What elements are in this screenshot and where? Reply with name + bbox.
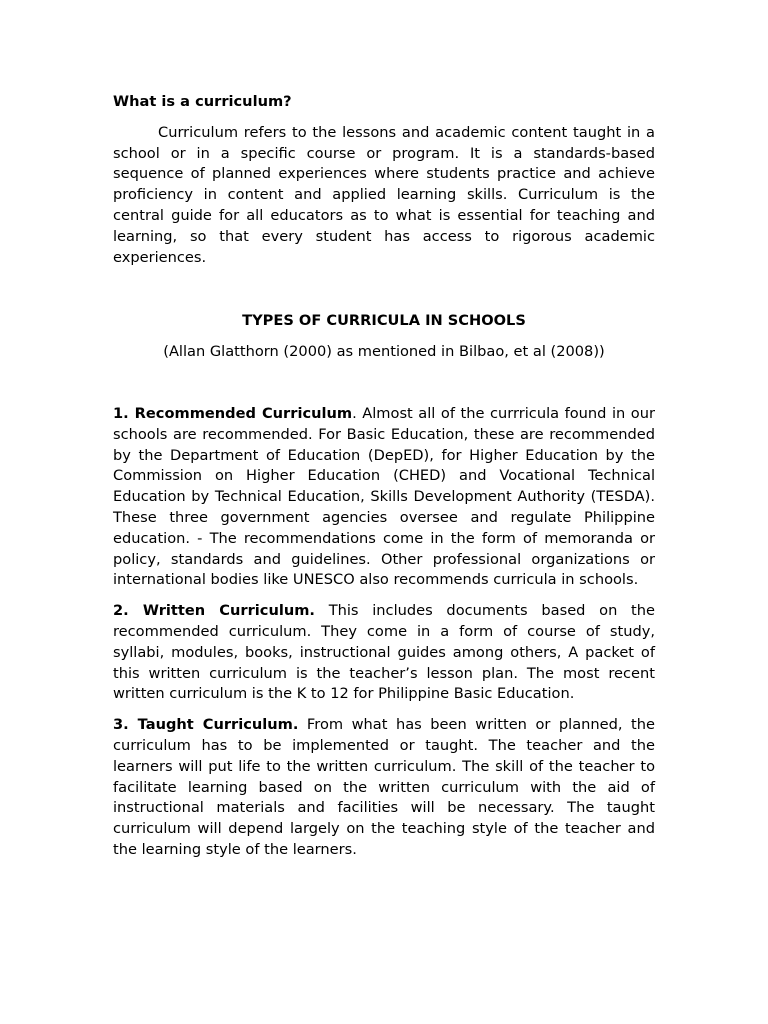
curriculum-item-recommended	[113, 404, 655, 591]
section-title: TYPES OF CURRICULA IN SCHOOLS	[242, 312, 526, 330]
item-body: . Almost all of the currricula found in our schools are recommended. For Basic Education, these are recommended by the Department of Education (DepED), for Higher Education by the Commission on Higher Education (CHED) and Vocational Technical Education by Technical Education, Skills Development Authority (TESDA). These three government agencies oversee and regulate Philippine education. - The recommendations come in the form of memoranda or policy, standards and guidelines. Other professional organizations or international bodies like UNESCO also recommends curricula in schools.	[113, 404, 655, 589]
item-body: From what has been written or planned, the curriculum has to be implemented or taught. The teacher and the learners will put life to the written curriculum. The skill of the teacher to facilitate learning based on the written curriculum with the aid of instructional materials and facilities will be necessary. The taught curriculum will depend largely on the teaching style of the teacher and the learning style of the learners.	[113, 716, 655, 858]
item-heading: 2. Written Curriculum.	[113, 602, 315, 620]
item-body: This includes documents based on the recommended curriculum. They come in a form of course of study, syllabi, modules, books, instructional guides among others, A packet of this written curriculum is the teacher’s lesson plan. The most recent written curriculum is the K to 12 for Philippine Basic Education.	[113, 602, 655, 703]
question-heading: What is a curriculum?	[113, 93, 292, 110]
document-page	[113, 92, 655, 871]
item-heading: 3. Taught Curriculum.	[113, 716, 299, 734]
curriculum-item-taught	[113, 715, 655, 861]
curriculum-item-written	[113, 601, 655, 705]
item-heading: 1. Recommended Curriculum	[113, 404, 353, 422]
intro-paragraph: Curriculum refers to the lessons and academic content taught in a school or in a specific course or program. It is a standards-based sequence of planned experiences where students practice and achieve proficiency in content and applied learning skills. Curriculum is the central guide for all educators as to what is essential for teaching and learning, so that every student has access to rigorous academic experiences.	[113, 123, 655, 266]
citation: (Allan Glatthorn (2000) as mentioned in Bilbao, et al (2008))	[163, 343, 605, 361]
